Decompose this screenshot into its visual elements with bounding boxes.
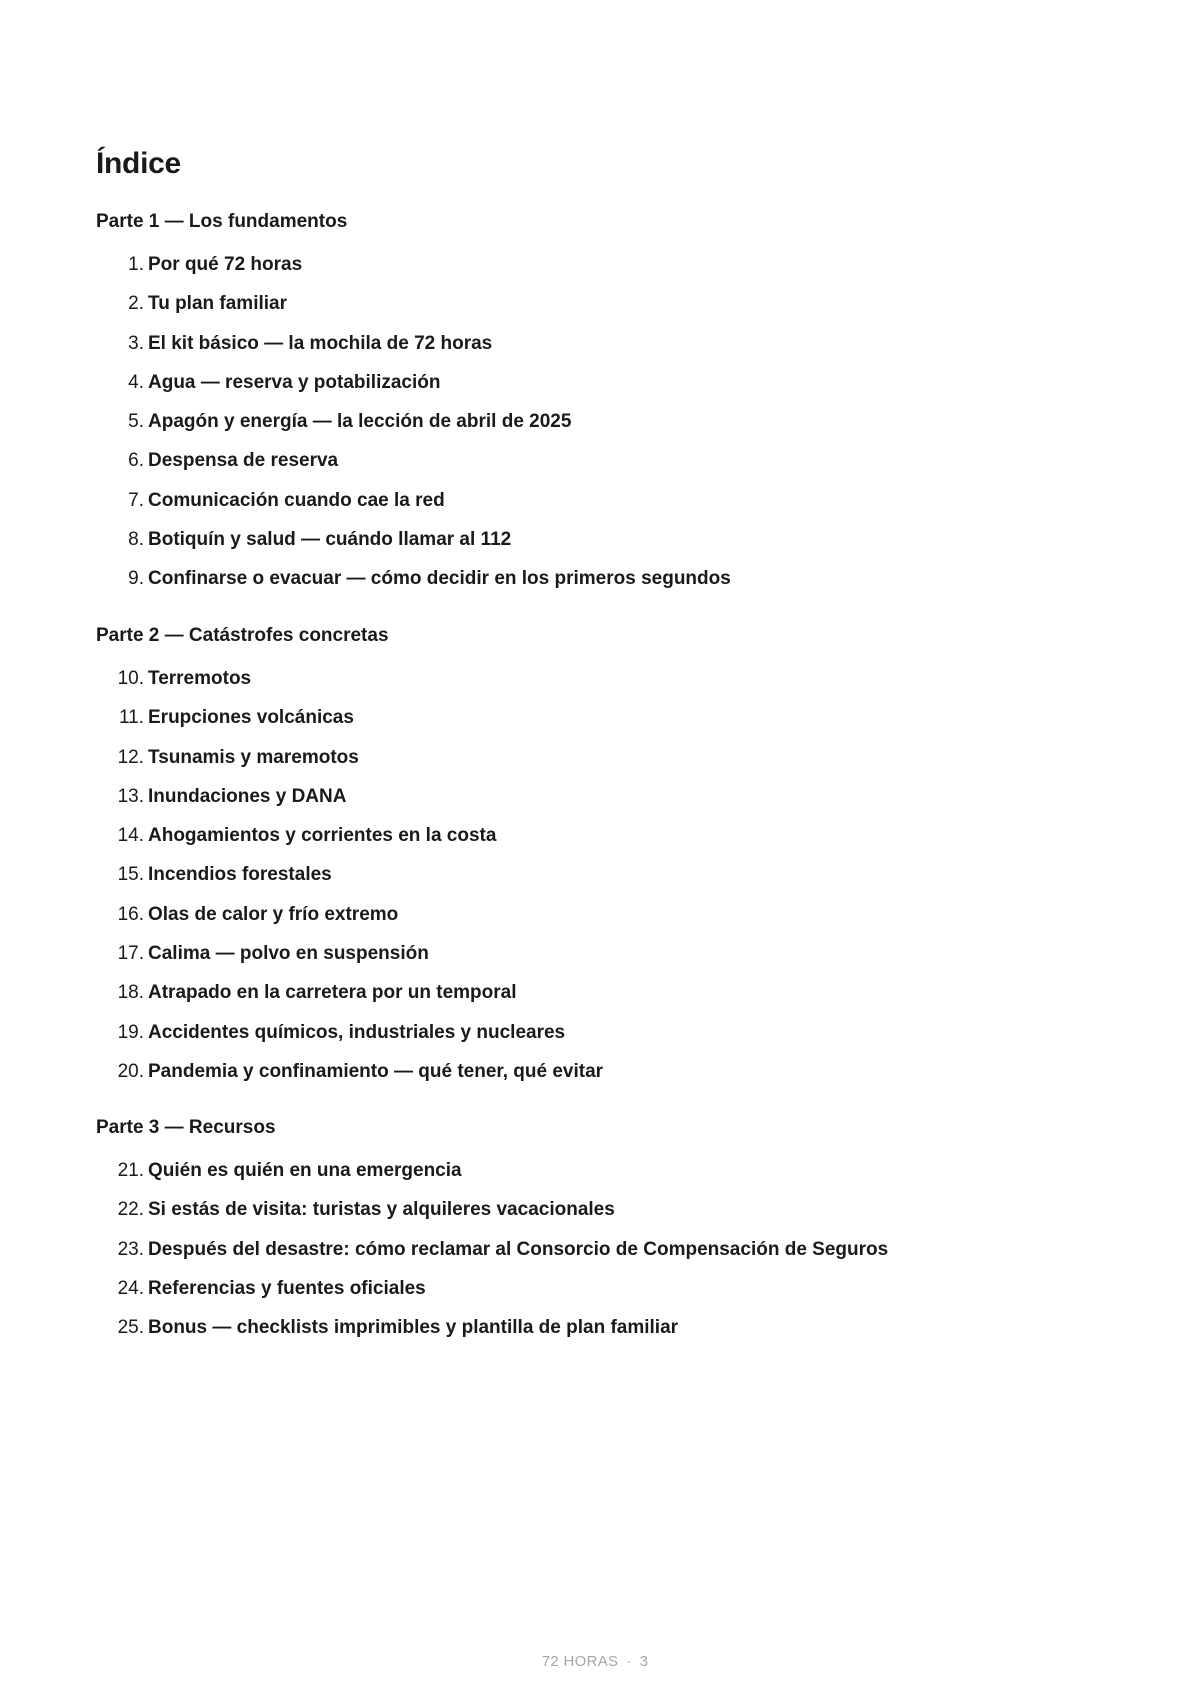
entry-number: 3. xyxy=(128,332,144,354)
entry-number: 22. xyxy=(117,1199,144,1221)
entry-title[interactable]: Comunicación cuando cae la red xyxy=(148,489,445,511)
toc-entry[interactable] xyxy=(96,291,1096,330)
part-heading: Parte 1 — Los fundamentos xyxy=(96,211,348,232)
entry-title[interactable]: Tu plan familiar xyxy=(148,293,288,315)
toc-part-3 xyxy=(96,1115,1096,1354)
entry-number: 19. xyxy=(117,1021,144,1043)
entry-number: 25. xyxy=(117,1317,144,1339)
footer-book-title: 72 HORAS xyxy=(541,1653,619,1670)
entry-title[interactable]: Después del desastre: cómo reclamar al Consorcio de Compensación de Seguros xyxy=(148,1238,889,1260)
toc-entry[interactable] xyxy=(96,980,1096,1019)
entry-number: 21. xyxy=(117,1160,144,1181)
entry-title[interactable]: Pandemia y confinamiento — qué tener, qué evitar xyxy=(148,1060,604,1082)
toc-part-2 xyxy=(96,623,1096,1098)
entry-number: 9. xyxy=(128,568,144,590)
entry-title[interactable]: Tsunamis y maremotos xyxy=(148,746,359,768)
entry-number: 7. xyxy=(128,489,144,511)
toc-entry[interactable] xyxy=(96,823,1096,862)
entry-title[interactable]: Si estás de visita: turistas y alquileres vacacionales xyxy=(148,1199,615,1221)
toc-entry[interactable] xyxy=(96,252,1096,291)
entry-title[interactable]: Referencias y fuentes oficiales xyxy=(148,1277,426,1299)
entry-number: 11. xyxy=(118,707,144,729)
toc-entry[interactable] xyxy=(96,1020,1096,1059)
entry-number: 15. xyxy=(117,864,144,886)
toc-entry[interactable] xyxy=(96,448,1096,487)
toc-entry-list xyxy=(96,1158,1096,1354)
entry-title[interactable]: Erupciones volcánicas xyxy=(148,707,354,729)
entry-title[interactable]: Apagón y energía — la lección de abril de 2025 xyxy=(148,411,572,433)
entry-number: 17. xyxy=(117,943,144,965)
page-title: Índice xyxy=(96,147,181,180)
toc-entry[interactable] xyxy=(96,666,1096,705)
toc-entry[interactable] xyxy=(96,745,1096,784)
entry-title[interactable]: Inundaciones y DANA xyxy=(148,785,347,807)
toc-entry[interactable] xyxy=(96,1276,1096,1315)
entry-title[interactable]: Calima — polvo en suspensión xyxy=(148,943,429,965)
entry-title[interactable]: Quién es quién en una emergencia xyxy=(148,1160,462,1181)
part-heading: Parte 2 — Catástrofes concretas xyxy=(96,625,389,646)
entry-title[interactable]: Por qué 72 horas xyxy=(148,254,303,275)
entry-title[interactable]: Terremotos xyxy=(148,668,252,689)
toc-entry[interactable] xyxy=(96,1237,1096,1276)
toc-entry[interactable] xyxy=(96,862,1096,901)
entry-title[interactable]: Confinarse o evacuar — cómo decidir en los primeros segundos xyxy=(148,568,731,590)
toc-entry[interactable] xyxy=(96,1315,1096,1354)
toc-entry[interactable] xyxy=(96,527,1096,566)
entry-title[interactable]: Incendios forestales xyxy=(148,864,332,886)
entry-title[interactable]: Olas de calor y frío extremo xyxy=(148,903,399,925)
entry-title[interactable]: El kit básico — la mochila de 72 horas xyxy=(148,332,493,354)
entry-number: 8. xyxy=(128,529,144,551)
toc-entry[interactable] xyxy=(96,488,1096,527)
entry-number: 18. xyxy=(117,982,144,1004)
footer-separator: · xyxy=(626,1653,632,1670)
toc-entry[interactable] xyxy=(96,784,1096,823)
toc-entry[interactable] xyxy=(96,1197,1096,1236)
entry-number: 2. xyxy=(128,293,144,315)
toc-entry[interactable] xyxy=(96,1158,1096,1197)
toc-part-1 xyxy=(96,209,1096,606)
entry-number: 5. xyxy=(128,411,144,433)
entry-number: 4. xyxy=(128,371,144,393)
toc-entry[interactable] xyxy=(96,566,1096,605)
toc-entry[interactable] xyxy=(96,1059,1096,1098)
entry-number: 14. xyxy=(117,825,144,847)
entry-number: 20. xyxy=(117,1060,144,1082)
entry-title[interactable]: Atrapado en la carretera por un temporal xyxy=(148,982,517,1004)
toc-entry-list xyxy=(96,666,1096,1098)
entry-number: 12. xyxy=(117,746,144,768)
page-number: 3 xyxy=(639,1653,649,1670)
entry-number: 1. xyxy=(128,254,144,275)
entry-number: 16. xyxy=(117,903,144,925)
toc-entry[interactable] xyxy=(96,370,1096,409)
toc-entry[interactable] xyxy=(96,331,1096,370)
entry-title[interactable]: Bonus — checklists imprimibles y plantilla de plan familiar xyxy=(148,1317,679,1339)
toc-entry[interactable] xyxy=(96,409,1096,448)
page-footer xyxy=(0,1652,1190,1672)
entry-number: 13. xyxy=(117,785,144,807)
entry-title[interactable]: Botiquín y salud — cuándo llamar al 112 xyxy=(148,529,512,551)
entry-number: 6. xyxy=(128,450,144,472)
entry-title[interactable]: Despensa de reserva xyxy=(148,450,339,472)
toc-entry[interactable] xyxy=(96,941,1096,980)
entry-title[interactable]: Ahogamientos y corrientes en la costa xyxy=(148,825,497,847)
entry-title[interactable]: Agua — reserva y potabilización xyxy=(148,371,441,393)
toc-entry[interactable] xyxy=(96,705,1096,744)
part-heading: Parte 3 — Recursos xyxy=(96,1117,276,1138)
entry-title[interactable]: Accidentes químicos, industriales y nucleares xyxy=(148,1021,566,1043)
toc-entry-list xyxy=(96,252,1096,606)
entry-number: 24. xyxy=(117,1277,144,1299)
entry-number: 10. xyxy=(117,668,144,689)
entry-number: 23. xyxy=(117,1238,144,1260)
toc-entry[interactable] xyxy=(96,902,1096,941)
